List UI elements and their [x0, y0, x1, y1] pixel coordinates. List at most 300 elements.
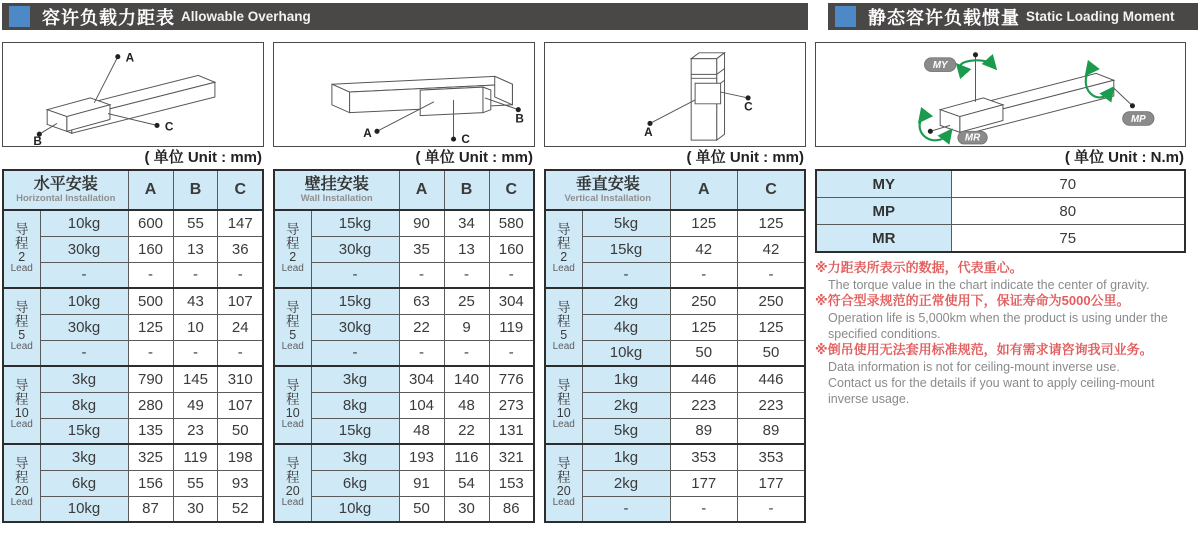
lead-cell — [545, 210, 582, 288]
table-row — [545, 262, 805, 288]
value-cell: 177 — [738, 470, 806, 496]
table-row — [3, 418, 263, 444]
lead-number: 10 — [14, 406, 29, 421]
value-cell: 90 — [399, 210, 444, 236]
value-cell: 22 — [399, 314, 444, 340]
lead-label-en: Lead — [552, 419, 575, 431]
value-cell: 25 — [444, 288, 489, 314]
overhang-table-vertical — [544, 169, 806, 523]
table-row — [3, 288, 263, 314]
lead-cell — [545, 288, 582, 366]
value-cell: 89 — [738, 418, 806, 444]
value-cell: - — [670, 262, 738, 288]
value-cell: 125 — [738, 210, 806, 236]
value-cell: - — [173, 340, 218, 366]
value-cell: 790 — [128, 366, 173, 392]
lead-label-en: Lead — [10, 497, 33, 509]
table-row — [545, 418, 805, 444]
table-row — [545, 366, 805, 392]
column-header-a: A — [399, 170, 444, 210]
lead-label-zh-char: 导 — [15, 222, 29, 238]
value-cell: 223 — [670, 392, 738, 418]
load-cell: 15kg — [311, 210, 399, 236]
point-a-label: A — [644, 126, 653, 140]
table-row — [274, 236, 534, 262]
table-row — [274, 418, 534, 444]
installation-title-zh: 水平安装 — [33, 175, 98, 193]
value-cell: 87 — [128, 496, 173, 522]
lead-label-zh-char: 程 — [557, 392, 571, 408]
unit-label-mm: ( 单位 Unit : mm) — [686, 149, 804, 166]
allowable-overhang-header-bar — [2, 3, 808, 30]
lead-label-en: Lead — [281, 497, 304, 509]
lead-cell — [545, 366, 582, 444]
load-cell: 30kg — [311, 314, 399, 340]
lead-label-zh-char: 程 — [557, 470, 571, 486]
table-row — [3, 496, 263, 522]
value-cell: 13 — [444, 236, 489, 262]
note-zh: ※符合型录规范的正常使用下，保证寿命为5000公里。 — [815, 292, 1130, 308]
load-cell: 15kg — [582, 236, 670, 262]
lead-label-zh-char: 导 — [286, 456, 300, 472]
lead-cell — [3, 288, 40, 366]
value-cell: 321 — [489, 444, 534, 470]
header-accent-square-icon — [835, 6, 856, 27]
lead-number: 5 — [560, 328, 568, 343]
load-cell: 2kg — [582, 392, 670, 418]
value-cell: 193 — [399, 444, 444, 470]
lead-label-zh-char: 程 — [15, 314, 29, 330]
lead-cell — [274, 288, 311, 366]
lead-label-zh-char: 导 — [557, 222, 571, 238]
lead-number: 10 — [285, 406, 300, 421]
value-cell: 42 — [738, 236, 806, 262]
vertical-installation-column — [544, 42, 806, 523]
wall-table-slot — [273, 169, 535, 523]
value-cell: 500 — [128, 288, 173, 314]
value-cell: 54 — [444, 470, 489, 496]
table-row — [545, 496, 805, 522]
column-header-a: A — [670, 170, 738, 210]
lead-label-zh-char: 导 — [15, 456, 29, 472]
value-cell: 10 — [173, 314, 218, 340]
load-cell: 4kg — [582, 314, 670, 340]
value-cell: 9 — [444, 314, 489, 340]
value-cell: 250 — [670, 288, 738, 314]
lead-cell — [3, 210, 40, 288]
value-cell: - — [738, 496, 806, 522]
value-cell: - — [128, 340, 173, 366]
value-cell: 304 — [489, 288, 534, 314]
load-cell: 1kg — [582, 366, 670, 392]
lead-number: 5 — [18, 328, 26, 343]
column-header-c: C — [738, 170, 806, 210]
value-cell: 273 — [489, 392, 534, 418]
value-cell: 446 — [670, 366, 738, 392]
lead-label-zh-char: 导 — [286, 222, 300, 238]
load-cell: 1kg — [582, 444, 670, 470]
static-loading-moment-title-zh: 静态容许负载惯量 — [868, 7, 1020, 28]
point-a-label: A — [125, 51, 135, 65]
value-cell: 223 — [738, 392, 806, 418]
column-header-c: C — [489, 170, 534, 210]
value-cell: 280 — [128, 392, 173, 418]
table-row — [545, 470, 805, 496]
value-cell: - — [738, 262, 806, 288]
table-row — [274, 288, 534, 314]
lead-label-zh-char: 导 — [557, 378, 571, 394]
horizontal-installation-column — [2, 42, 264, 523]
load-cell: - — [582, 496, 670, 522]
value-cell: 91 — [399, 470, 444, 496]
load-cell: 30kg — [311, 236, 399, 262]
lead-number: 10 — [556, 406, 571, 421]
value-cell: 43 — [173, 288, 218, 314]
static-loading-moment-diagram — [815, 42, 1186, 147]
table-row — [3, 392, 263, 418]
unit-label-mm: ( 单位 Unit : mm) — [144, 149, 262, 166]
table-header-row — [274, 170, 534, 210]
lead-number: 5 — [289, 328, 297, 343]
note-en-line: specified conditions. — [828, 326, 941, 341]
value-cell: 353 — [670, 444, 738, 470]
value-cell: - — [399, 340, 444, 366]
value-cell: - — [218, 262, 263, 288]
overhang-table-wall — [273, 169, 535, 523]
value-cell: - — [444, 262, 489, 288]
vertical-table-slot — [544, 169, 806, 523]
table-row — [545, 288, 805, 314]
value-cell: 177 — [670, 470, 738, 496]
load-cell: 3kg — [40, 366, 128, 392]
table-row — [274, 314, 534, 340]
load-cell: - — [311, 262, 399, 288]
value-cell: 36 — [218, 236, 263, 262]
load-cell: 10kg — [311, 496, 399, 522]
load-cell: - — [311, 340, 399, 366]
section-headers — [2, 3, 1198, 30]
table-row — [545, 210, 805, 236]
installation-title-cell — [3, 170, 128, 210]
value-cell: 135 — [128, 418, 173, 444]
value-cell: 125 — [670, 210, 738, 236]
table-row — [274, 496, 534, 522]
column-header-c: C — [218, 170, 263, 210]
column-header-b: B — [173, 170, 218, 210]
allowable-overhang-title-zh: 容许负载力距表 — [42, 7, 175, 28]
lead-label-en: Lead — [281, 263, 304, 275]
content-row — [2, 42, 1198, 523]
value-cell: - — [489, 340, 534, 366]
allowable-overhang-title-en: Allowable Overhang — [181, 9, 311, 24]
moment-label-cell: MR — [816, 225, 951, 253]
installation-title-en: Vertical Installation — [564, 192, 652, 204]
table-row — [545, 340, 805, 366]
table-row — [545, 314, 805, 340]
header-accent-square-icon — [9, 6, 30, 27]
lead-number: 20 — [556, 484, 571, 499]
value-cell: 13 — [173, 236, 218, 262]
table-row — [274, 444, 534, 470]
installation-title-cell — [545, 170, 670, 210]
lead-label-zh-char: 程 — [15, 236, 29, 252]
value-cell: 600 — [128, 210, 173, 236]
value-cell: 107 — [218, 288, 263, 314]
lead-label-zh-char: 导 — [15, 300, 29, 316]
table-row — [3, 314, 263, 340]
load-cell: 8kg — [311, 392, 399, 418]
load-cell: 2kg — [582, 288, 670, 314]
value-cell: 55 — [173, 470, 218, 496]
installation-title-en: Wall Installation — [300, 192, 373, 204]
note-en-line: inverse usage. — [828, 391, 910, 406]
load-cell: 8kg — [40, 392, 128, 418]
wall-installation-diagram — [273, 42, 535, 147]
load-cell: 30kg — [40, 236, 128, 262]
lead-label-en: Lead — [281, 341, 304, 353]
value-cell: 52 — [218, 496, 263, 522]
value-cell: 23 — [173, 418, 218, 444]
column-header-b: B — [444, 170, 489, 210]
value-cell: 49 — [173, 392, 218, 418]
point-c-label: C — [461, 133, 470, 146]
point-b-label: B — [515, 112, 524, 126]
table-header-row — [3, 170, 263, 210]
value-cell: 30 — [173, 496, 218, 522]
table-row — [545, 236, 805, 262]
lead-label-en: Lead — [10, 419, 33, 431]
value-cell: 304 — [399, 366, 444, 392]
lead-number: 20 — [285, 484, 300, 499]
value-cell: 63 — [399, 288, 444, 314]
value-cell: - — [128, 262, 173, 288]
load-cell: 15kg — [311, 418, 399, 444]
horizontal-table-slot — [2, 169, 264, 523]
installation-title-zh: 壁挂安装 — [304, 175, 369, 193]
static-loading-moment-header-bar — [828, 3, 1198, 30]
value-cell: - — [399, 262, 444, 288]
table-row — [816, 198, 1185, 225]
value-cell: 125 — [670, 314, 738, 340]
table-row — [545, 444, 805, 470]
overhang-table-horizontal — [2, 169, 264, 523]
value-cell: 310 — [218, 366, 263, 392]
lead-cell — [274, 366, 311, 444]
lead-label-zh-char: 程 — [557, 236, 571, 252]
point-c-label: C — [164, 120, 174, 134]
moment-table-slot — [815, 169, 1186, 253]
value-cell: 22 — [444, 418, 489, 444]
value-cell: 35 — [399, 236, 444, 262]
table-row — [274, 470, 534, 496]
load-cell: 10kg — [40, 288, 128, 314]
note-en-line: Data information is not for ceiling-mount inverse use. — [828, 359, 1120, 374]
value-cell: 131 — [489, 418, 534, 444]
value-cell: 156 — [128, 470, 173, 496]
value-cell: 48 — [399, 418, 444, 444]
value-cell: 140 — [444, 366, 489, 392]
note-en-line: Operation life is 5,000km when the product is using under the — [828, 310, 1168, 325]
lead-label-zh-char: 程 — [286, 392, 300, 408]
lead-label-zh-char: 程 — [286, 314, 300, 330]
lead-label-en: Lead — [281, 419, 304, 431]
value-cell: 325 — [128, 444, 173, 470]
load-cell: 10kg — [40, 496, 128, 522]
moment-value-cell: 70 — [951, 170, 1185, 198]
point-a-label: A — [363, 127, 372, 141]
note-en-line: The torque value in the chart indicate the center of gravity. — [828, 277, 1150, 292]
load-cell: - — [40, 340, 128, 366]
load-cell: 10kg — [40, 210, 128, 236]
lead-label-zh-char: 导 — [557, 300, 571, 316]
value-cell: 89 — [670, 418, 738, 444]
table-row — [3, 340, 263, 366]
load-cell: 15kg — [311, 288, 399, 314]
value-cell: 125 — [738, 314, 806, 340]
lead-label-zh-char: 导 — [286, 300, 300, 316]
moment-label-cell: MP — [816, 198, 951, 225]
table-row — [3, 366, 263, 392]
table-row — [274, 366, 534, 392]
lead-number: 2 — [289, 250, 297, 265]
moment-value-cell: 75 — [951, 225, 1185, 253]
value-cell: 55 — [173, 210, 218, 236]
table-row — [3, 444, 263, 470]
value-cell: 34 — [444, 210, 489, 236]
value-cell: 119 — [173, 444, 218, 470]
my-badge-label: MY — [932, 60, 948, 72]
static-loading-moment-title-en: Static Loading Moment — [1026, 9, 1175, 24]
value-cell: 48 — [444, 392, 489, 418]
lead-label-zh-char: 程 — [15, 392, 29, 408]
value-cell: 119 — [489, 314, 534, 340]
lead-label-zh-char: 程 — [557, 314, 571, 330]
note-en-line: Contact us for the details if you want to apply ceiling-mount — [828, 375, 1155, 390]
load-cell: 5kg — [582, 418, 670, 444]
note-zh: ※倒吊使用无法套用标准规范，如有需求请咨询我司业务。 — [815, 341, 1153, 357]
table-row — [274, 340, 534, 366]
table-header-row — [545, 170, 805, 210]
lead-label-zh-char: 程 — [286, 470, 300, 486]
installation-title-en: Horizontal Installation — [16, 192, 116, 204]
value-cell: 198 — [218, 444, 263, 470]
horizontal-installation-diagram — [2, 42, 264, 147]
table-row — [545, 392, 805, 418]
note-zh: ※力距表所表示的数据，代表重心。 — [815, 260, 1023, 275]
value-cell: 250 — [738, 288, 806, 314]
table-row — [3, 470, 263, 496]
value-cell: 160 — [489, 236, 534, 262]
value-cell: - — [489, 262, 534, 288]
load-cell: 6kg — [40, 470, 128, 496]
value-cell: 446 — [738, 366, 806, 392]
vertical-installation-diagram — [544, 42, 806, 147]
lead-label-en: Lead — [10, 341, 33, 353]
static-loading-moment-table — [815, 169, 1186, 253]
table-row — [3, 262, 263, 288]
table-row — [274, 262, 534, 288]
lead-cell — [274, 444, 311, 522]
value-cell: 107 — [218, 392, 263, 418]
load-cell: 3kg — [311, 444, 399, 470]
lead-label-en: Lead — [10, 263, 33, 275]
lead-label-zh-char: 导 — [15, 378, 29, 394]
value-cell: 353 — [738, 444, 806, 470]
load-cell: 5kg — [582, 210, 670, 236]
load-cell: 15kg — [40, 418, 128, 444]
lead-label-zh-char: 程 — [286, 236, 300, 252]
moment-value-cell: 80 — [951, 198, 1185, 225]
point-b-label: B — [33, 135, 42, 146]
load-cell: 30kg — [40, 314, 128, 340]
lead-cell — [545, 444, 582, 522]
value-cell: - — [444, 340, 489, 366]
wall-installation-column — [273, 42, 535, 523]
lead-cell — [3, 366, 40, 444]
lead-cell — [3, 444, 40, 522]
value-cell: 24 — [218, 314, 263, 340]
value-cell: 86 — [489, 496, 534, 522]
lead-label-en: Lead — [552, 497, 575, 509]
table-row — [274, 392, 534, 418]
installation-title-cell — [274, 170, 399, 210]
table-row — [3, 236, 263, 262]
point-c-label: C — [744, 100, 753, 114]
table-row — [816, 225, 1185, 253]
value-cell: 153 — [489, 470, 534, 496]
value-cell: 580 — [489, 210, 534, 236]
lead-label-zh-char: 导 — [557, 456, 571, 472]
value-cell: 42 — [670, 236, 738, 262]
lead-label-zh-char: 导 — [286, 378, 300, 394]
load-cell: - — [582, 262, 670, 288]
lead-label-en: Lead — [552, 263, 575, 275]
value-cell: 93 — [218, 470, 263, 496]
value-cell: 116 — [444, 444, 489, 470]
unit-label-nm: ( 单位 Unit : N.m) — [1064, 149, 1184, 166]
load-cell: 2kg — [582, 470, 670, 496]
column-header-a: A — [128, 170, 173, 210]
value-cell: 104 — [399, 392, 444, 418]
unit-label-mm: ( 单位 Unit : mm) — [415, 149, 533, 166]
lead-number: 2 — [18, 250, 26, 265]
value-cell: 50 — [738, 340, 806, 366]
value-cell: 145 — [173, 366, 218, 392]
load-cell: 10kg — [582, 340, 670, 366]
load-cell: 3kg — [40, 444, 128, 470]
value-cell: 30 — [444, 496, 489, 522]
lead-label-en: Lead — [552, 341, 575, 353]
value-cell: 50 — [399, 496, 444, 522]
value-cell: - — [173, 262, 218, 288]
mp-badge-label: MP — [1130, 113, 1146, 125]
table-row — [3, 210, 263, 236]
table-row — [816, 170, 1185, 198]
table-row — [274, 210, 534, 236]
value-cell: 147 — [218, 210, 263, 236]
installation-title-zh: 垂直安装 — [575, 175, 640, 193]
load-cell: 3kg — [311, 366, 399, 392]
value-cell: 776 — [489, 366, 534, 392]
load-cell: - — [40, 262, 128, 288]
value-cell: - — [670, 496, 738, 522]
value-cell: 50 — [218, 418, 263, 444]
value-cell: - — [218, 340, 263, 366]
lead-cell — [274, 210, 311, 288]
load-cell: 6kg — [311, 470, 399, 496]
value-cell: 160 — [128, 236, 173, 262]
lead-number: 20 — [14, 484, 29, 499]
